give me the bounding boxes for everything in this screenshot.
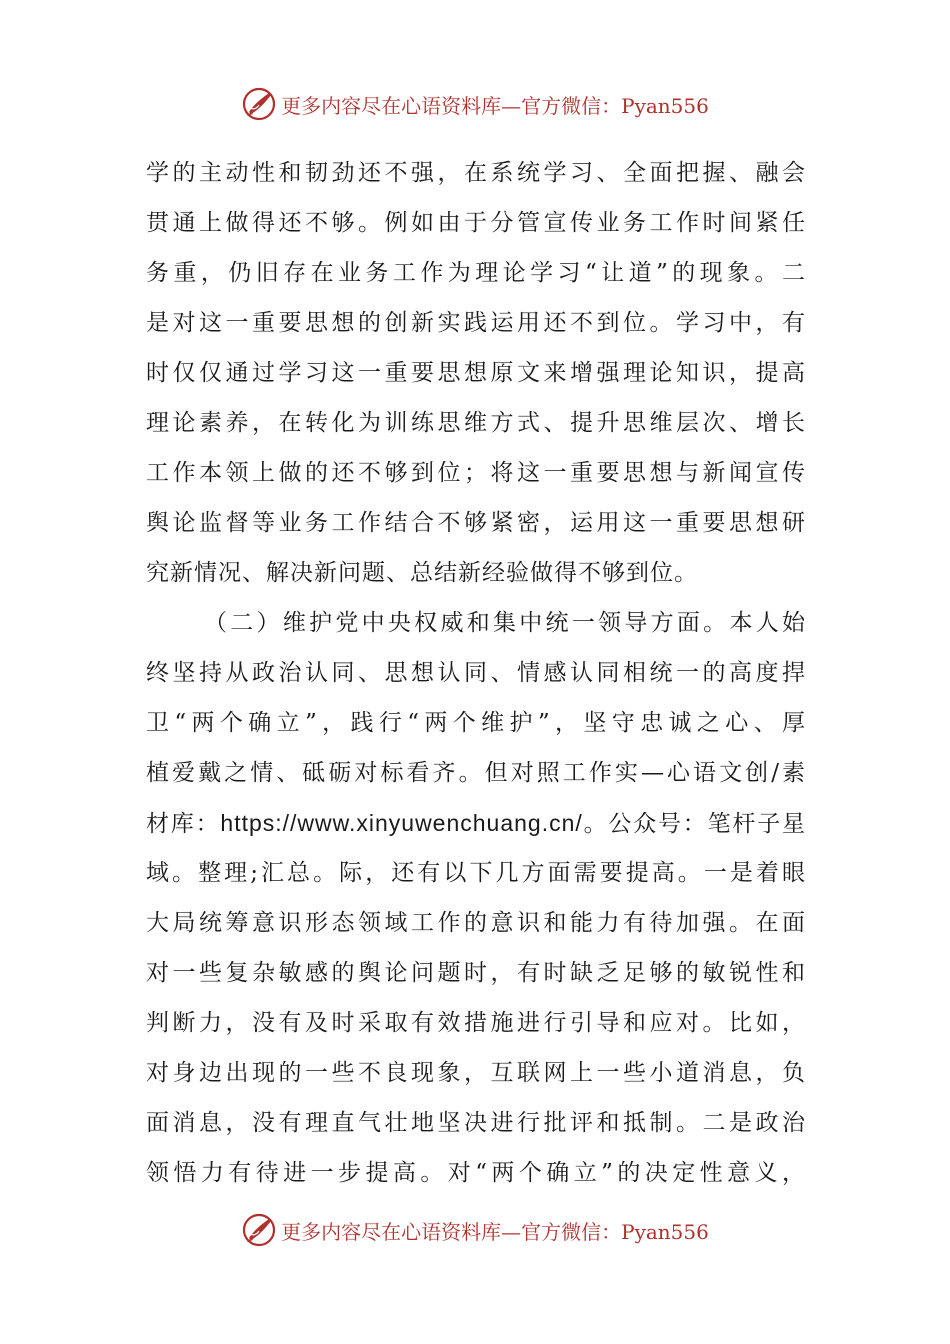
text-line: 对一些复杂敏感的舆论问题时，有时缺乏足够的敏锐性和 (146, 960, 806, 986)
text-line: 卫“两个确立”，践行“两个维护”，坚守忠诚之心、厚 (146, 710, 806, 736)
text-line: 务重，仍旧存在业务工作为理论学习“让道”的现象。二 (146, 260, 806, 286)
text-line: 工作本领上做的还不够到位；将这一重要思想与新闻宣传 (146, 460, 806, 486)
paragraph (146, 598, 806, 1198)
text-line: 学的主动性和韧劲还不强，在系统学习、全面把握、融会 (146, 160, 806, 186)
footer-banner (0, 1208, 950, 1252)
text-line: 贯通上做得还不够。例如由于分管宣传业务工作时间紧任 (146, 210, 806, 236)
text-line: 植爱戴之情、砥砺对标看齐。但对照工作实—心语文创/素 (146, 760, 806, 786)
document-body (146, 148, 806, 1198)
text-line: 领悟力有待进一步提高。对“两个确立”的决定性意义， (146, 1160, 806, 1186)
text-line: 面消息，没有理直气壮地坚决进行批评和抵制。二是政治 (146, 1110, 806, 1136)
text-line: 舆论监督等业务工作结合不够紧密，运用这一重要思想研 (146, 510, 806, 536)
text-line: 时仅仅通过学习这一重要思想原文来增强理论知识，提高 (146, 360, 806, 386)
footer-banner-text: 更多内容尽在心语资料库—官方微信：Pyan556 (281, 1219, 709, 1244)
text-line: 对身边出现的一些不良现象，互联网上一些小道消息，负 (146, 1060, 806, 1086)
text-line: （二）维护党中央权威和集中统一领导方面。本人始 (204, 610, 806, 636)
text-line: 大局统筹意识形态领域工作的意识和能力有待加强。在面 (146, 910, 806, 936)
text-line: 理论素养，在转化为训练思维方式、提升思维层次、增长 (146, 410, 806, 436)
text-line: 究新情况、解决新问题、总结新经验做得不够到位。 (146, 560, 698, 586)
header-banner (0, 82, 950, 126)
header-banner-text: 更多内容尽在心语资料库—官方微信：Pyan556 (281, 93, 709, 118)
pen-nib-logo-icon (241, 86, 277, 122)
pen-nib-logo-icon (241, 1212, 277, 1248)
text-line: 是对这一重要思想的创新实践运用还不到位。学习中，有 (146, 310, 806, 336)
text-line: 判断力，没有及时采取有效措施进行引导和应对。比如， (146, 1010, 806, 1036)
text-line: 终坚持从政治认同、思想认同、情感认同相统一的高度捍 (146, 660, 806, 686)
text-line: 材库：https://www.xinyuwenchuang.cn/。公众号：笔杆子星 (146, 810, 806, 836)
paragraph (146, 148, 806, 598)
text-line: 域。整理;汇总。际，还有以下几方面需要提高。一是着眼 (146, 860, 806, 886)
